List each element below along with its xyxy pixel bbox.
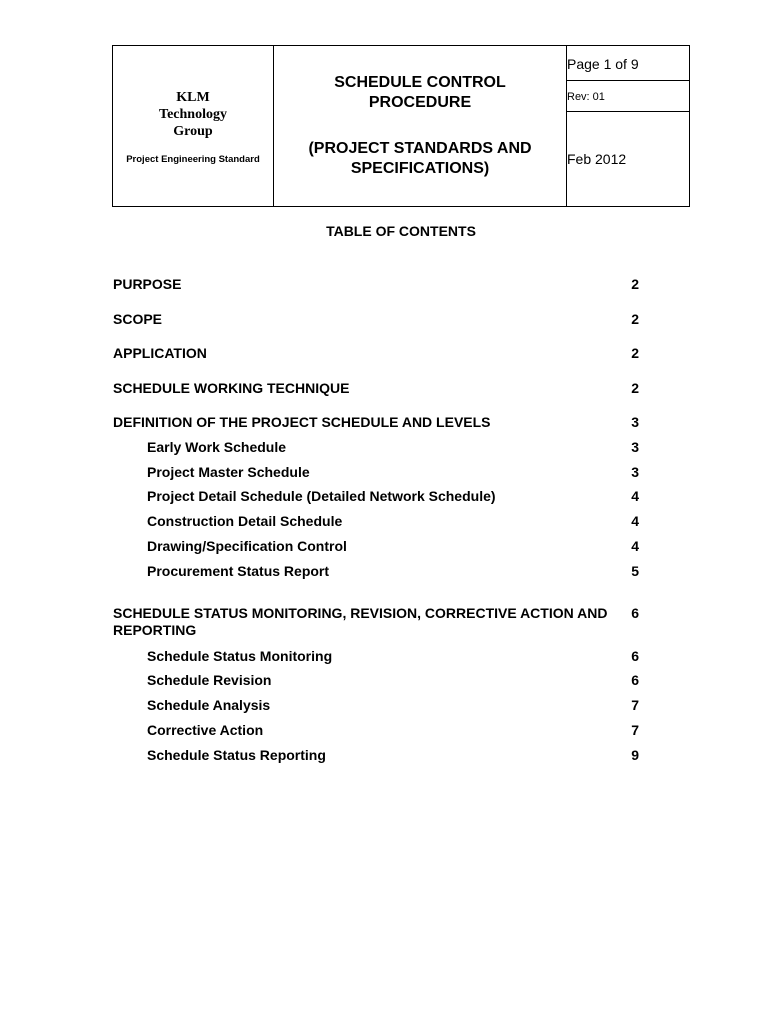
toc-entry-label: Corrective Action: [147, 722, 264, 738]
toc-entry-label: DEFINITION OF THE PROJECT SCHEDULE AND LEVELS: [113, 414, 491, 430]
toc-entry-page: 7: [631, 697, 639, 713]
toc-entry-label: Schedule Analysis: [147, 697, 271, 713]
toc-entry-label: Drawing/Specification Control: [147, 538, 347, 554]
toc-entry-page: 4: [631, 538, 639, 554]
toc-heading: TABLE OF CONTENTS: [326, 223, 476, 239]
toc-entry-page: 2: [631, 380, 639, 396]
revision-cell: [567, 81, 690, 112]
toc-entry-label: Project Master Schedule: [147, 464, 310, 480]
toc-entry-page: 6: [631, 605, 639, 621]
toc-entry-page: 3: [631, 464, 639, 480]
toc-entry-label: Early Work Schedule: [147, 439, 287, 455]
toc-entry-page: 2: [631, 345, 639, 361]
toc-entry-page: 3: [631, 439, 639, 455]
toc-entry-label: SCOPE: [113, 311, 163, 327]
toc-entry-label: PURPOSE: [113, 276, 182, 292]
page-info: Page 1 of 9: [567, 55, 639, 72]
toc-entry-label: Schedule Revision: [147, 672, 272, 688]
toc-entry-page: 3: [631, 414, 639, 430]
toc-entry-label: Construction Detail Schedule: [147, 513, 343, 529]
toc-entry-page: 4: [631, 513, 639, 529]
toc-entry-page: 2: [631, 276, 639, 292]
toc-entry-page: 9: [631, 747, 639, 763]
toc-entry-label: SCHEDULE STATUS MONITORING, REVISION, CORRECTIVE ACTION AND REPORTING: [113, 605, 608, 638]
toc-entry-label: APPLICATION: [113, 345, 207, 361]
toc-entry-page: 2: [631, 311, 639, 327]
document-subtitle: (PROJECT STANDARDS AND SPECIFICATIONS): [308, 140, 532, 177]
org-cell: [113, 46, 274, 207]
toc-entry-page: 6: [631, 648, 639, 664]
date-cell: [567, 112, 690, 207]
date: Feb 2012: [567, 151, 627, 167]
org-name: KLM Technology Group: [159, 90, 227, 139]
org-subtitle: Project Engineering Standard: [126, 154, 260, 165]
document-title: SCHEDULE CONTROL PROCEDURE: [334, 74, 506, 111]
toc-entry-label: SCHEDULE WORKING TECHNIQUE: [113, 380, 350, 396]
toc-entry-label: Procurement Status Report: [147, 563, 330, 579]
page-info-cell: [567, 46, 690, 81]
toc-entry-label: Schedule Status Monitoring: [147, 648, 333, 664]
revision: Rev: 01: [567, 91, 605, 103]
toc-entry-page: 4: [631, 488, 639, 504]
toc-entry-label: Project Detail Schedule (Detailed Network Schedule): [147, 488, 496, 504]
title-cell: [274, 46, 567, 207]
toc-entry-page: 6: [631, 672, 639, 688]
toc-entry-page: 7: [631, 722, 639, 738]
toc-entry-page: 5: [631, 563, 639, 579]
toc-entry-label: Schedule Status Reporting: [147, 747, 326, 763]
document-header: [112, 45, 690, 207]
